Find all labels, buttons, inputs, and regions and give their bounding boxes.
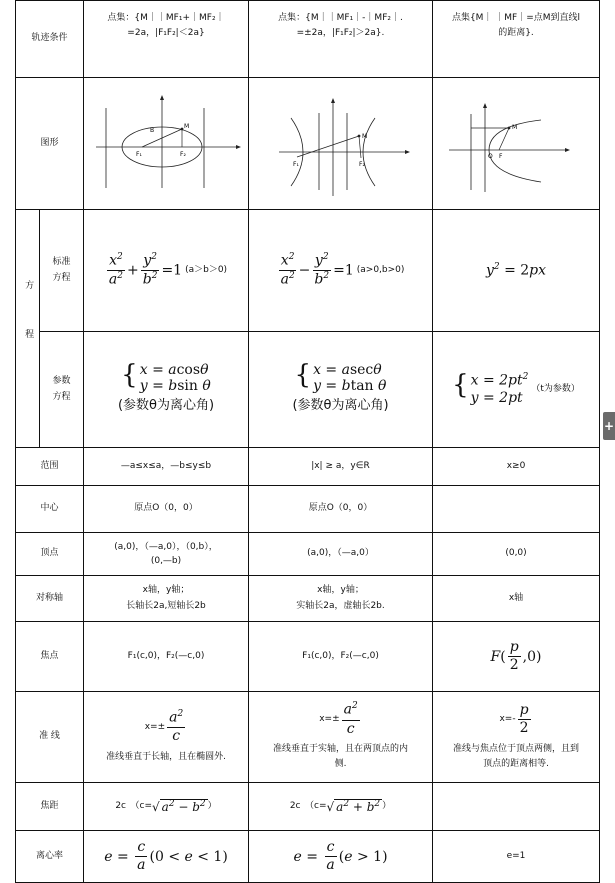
hyperbola-vertex: (a,0)，（—a,0）: [307, 548, 374, 559]
row-label-center: 中心: [40, 503, 59, 514]
ellipse-figure: [84, 78, 248, 209]
hyperbola-focal-distance: 2c （c= √ $a^2 + b^2$ ）: [289, 798, 392, 814]
hyperbola-focus: F₁(c,0)，F₂(—c,0): [302, 650, 379, 661]
hyperbola-eccentricity: e = $\frac{c}{a}$ (e > 1): [293, 838, 388, 873]
row-label-eccentricity: 离心率: [35, 850, 63, 861]
row-group-equation: 方程: [23, 279, 34, 378]
ellipse-focus: F₁(c,0)，F₂(—c,0): [127, 650, 205, 661]
hyperbola-label-f2: F₂: [359, 161, 365, 168]
ellipse-label-m: M: [184, 123, 190, 130]
plus-icon: +: [603, 419, 615, 433]
parabola-focal-distance: [433, 783, 599, 830]
ellipse-eccentricity: e = $\frac{c}{a}$ (0 < e < 1): [104, 838, 228, 873]
row-label-axis: 对称轴: [35, 592, 63, 603]
parabola-trajectory: 点集{M｜ ｜MF｜=点M到直线l 的距离}.: [451, 13, 581, 39]
row-label-focal-distance: 焦距: [40, 800, 59, 811]
parabola-eccentricity: e=1: [506, 850, 526, 861]
ellipse-directrix: x=± $\frac{a^2}{c}$ 准线垂直于长轴，且在椭圆外.: [106, 709, 226, 762]
parabola-label-f: F: [499, 153, 503, 160]
ellipse-axis: x轴，y轴； 长轴长2a,短轴长2b: [126, 585, 206, 611]
parabola-parametric-equation: { $x = 2pt^2$ y = 2pt （t为参数）: [452, 370, 580, 406]
hyperbola-label-m: M: [362, 133, 368, 140]
row-label-directrix: 准 线: [39, 731, 60, 742]
parabola-label-o: O: [488, 153, 493, 160]
parabola-vertex: (0,0): [505, 548, 527, 559]
row-label-vertex: 顶点: [40, 548, 59, 559]
row-label-parametric: 参数方程: [52, 376, 71, 402]
parabola-label-m: M: [512, 124, 518, 131]
hyperbola-parametric-equation: { x = asecθ y = btan θ (参数θ为离心角): [292, 359, 389, 414]
parabola-center: [433, 486, 599, 532]
hyperbola-range: |x| ≥ a，y∈R: [311, 460, 370, 471]
parabola-axis: x轴: [508, 592, 524, 603]
row-label-focus: 焦点: [40, 650, 59, 661]
row-label-trajectory: 轨迹条件: [31, 33, 68, 44]
parabola-focus: F( $\frac{p}{2}$ ,0): [490, 638, 542, 673]
hyperbola-figure: [249, 78, 432, 209]
ellipse-label-b: B: [150, 127, 155, 134]
hyperbola-standard-equation: $\frac{x^2}{a^2}$ − $\frac{y^2}{b^2}$ =1 (a>0,b>0): [280, 251, 405, 288]
side-expand-button[interactable]: [603, 412, 615, 440]
ellipse-range: —a≤x≤a，—b≤y≤b: [120, 460, 212, 471]
ellipse-center: 原点O（0，0）: [134, 503, 198, 514]
ellipse-focal-distance: 2c （c= √ $a^2 - b^2$ ）: [115, 798, 217, 814]
hyperbola-directrix: x=± $\frac{a^2}{c}$ 准线垂直于实轴，且在两顶点的内 侧.: [272, 701, 408, 770]
parabola-range: x≥0: [506, 460, 526, 471]
ellipse-trajectory: 点集：{M｜｜MF₁+｜MF₂｜ =2a，|F₁F₂|＜2a}: [107, 13, 225, 39]
parabola-standard-equation: $y^2 = 2px$: [485, 261, 547, 279]
hyperbola-trajectory: 点集：{M｜｜MF₁｜-｜MF₂｜. =±2a，|F₁F₂|＞2a}.: [278, 13, 403, 39]
hyperbola-label-f1: F₁: [293, 161, 299, 168]
ellipse-label-f2: F₂: [180, 151, 186, 158]
hyperbola-axis: x轴，y轴； 实轴长2a，虚轴长2b.: [296, 585, 385, 611]
ellipse-vertex: (a,0)，（—a,0），（0,b）， (0,—b): [114, 541, 218, 566]
ellipse-label-f1: F₁: [136, 151, 142, 158]
parabola-directrix: x=- $\frac{p}{2}$ 准线与焦点位于顶点两侧，且到 顶点的距离相等.: [452, 701, 579, 769]
hyperbola-center: 原点O（0，0）: [308, 503, 373, 514]
row-label-range: 范围: [40, 460, 59, 471]
parabola-figure: [433, 78, 599, 209]
ellipse-parametric-equation: { x = acosθ y = bsin θ (参数θ为离心角): [117, 359, 215, 414]
ellipse-standard-equation: $\frac{x^2}{a^2}$ + $\frac{y^2}{b^2}$ =1 (a＞b＞0): [108, 251, 228, 288]
row-label-figure: 图形: [40, 137, 59, 148]
row-label-standard: 标准方程: [52, 257, 71, 283]
